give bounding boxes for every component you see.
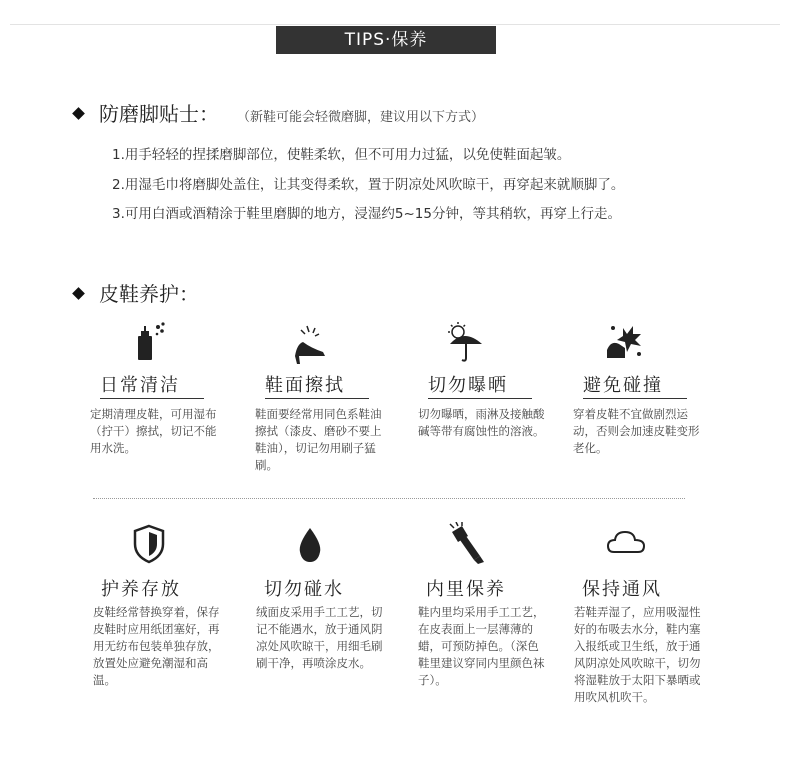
care-desc: 切勿曝晒，雨淋及接触酸碱等带有腐蚀性的溶液。 (418, 407, 545, 438)
diamond-bullet-icon (72, 287, 85, 300)
care-title: 切勿碰水 (264, 579, 344, 600)
spray-bottle-icon (130, 320, 174, 364)
sun-umbrella-icon (444, 320, 488, 364)
care-desc: 穿着皮鞋不宜做剧烈运动，否则会加速皮鞋变形老化。 (573, 407, 700, 455)
care-desc: 鞋内里均采用手工工艺，在皮表面上一层薄薄的蜡，可预防掉色。（深色鞋里建议穿同内里颜色袜子）。 (418, 605, 545, 687)
water-drop-icon (288, 522, 332, 566)
care-title: 避免碰撞 (583, 375, 663, 396)
care-desc: 鞋面要经常用同色系鞋油擦拭（漆皮、磨砂不要上鞋油），切记勿用刷子猛刷。 (255, 407, 382, 472)
care-title: 护养存放 (101, 579, 181, 600)
tip-line-1: 1.用手轻轻的捏揉磨脚部位，使鞋柔软，但不可用力过猛，以免使鞋面起皱。 (112, 147, 571, 163)
care-title: 鞋面擦拭 (265, 375, 345, 396)
tip-line-3: 3.可用白酒或酒精涂于鞋里磨脚的地方，浸湿约5~15分钟，等其稍软，再穿上行走。 (112, 206, 621, 222)
section-leather-care (74, 278, 199, 307)
title-underline (583, 398, 687, 399)
section-title: 皮鞋养护： (99, 282, 199, 306)
diamond-bullet-icon (72, 107, 85, 120)
cloud-icon (604, 522, 648, 566)
care-desc: 皮鞋经常替换穿着，保存皮鞋时应用纸团塞好，再用无纺布包装单独存放，放置处应避免潮湿和高温。 (93, 605, 220, 687)
title-underline (100, 398, 204, 399)
care-title: 内里保养 (426, 579, 506, 600)
care-desc: 绒面皮采用手工工艺，切记不能遇水，放于通风阴凉处风吹晾干，用细毛刷刷干净，再喷涂皮水。 (256, 605, 383, 670)
brush-icon (444, 522, 488, 566)
care-title: 日常清洁 (100, 375, 180, 396)
care-desc: 若鞋弄湿了，应用吸湿性好的布吸去水分，鞋内塞入报纸或卫生纸，放于通风阴凉处风吹晾干，切勿将湿鞋放于太阳下暴晒或用吹风机吹干。 (574, 605, 701, 704)
title-underline (265, 398, 369, 399)
high-heel-shoe-icon (289, 322, 333, 366)
top-divider (10, 24, 780, 25)
care-title: 保持通风 (582, 579, 662, 600)
section-title: 防磨脚贴士： (99, 102, 219, 126)
tips-banner: TIPS·保养 (276, 26, 496, 54)
collision-icon (601, 320, 645, 364)
care-desc: 定期清理皮鞋，可用湿布（拧干）擦拭，切记不能用水洗。 (90, 407, 217, 455)
shield-icon (127, 522, 171, 566)
title-underline (428, 398, 532, 399)
section-subtitle: （新鞋可能会轻微磨脚，建议用以下方式） (237, 110, 485, 125)
tip-line-2: 2.用湿毛巾将磨脚处盖住，让其变得柔软，置于阴凉处风吹晾干，再穿起来就顺脚了。 (112, 177, 625, 193)
section-anti-blister (74, 98, 484, 127)
care-title: 切勿曝晒 (428, 375, 508, 396)
dotted-divider (93, 498, 685, 499)
